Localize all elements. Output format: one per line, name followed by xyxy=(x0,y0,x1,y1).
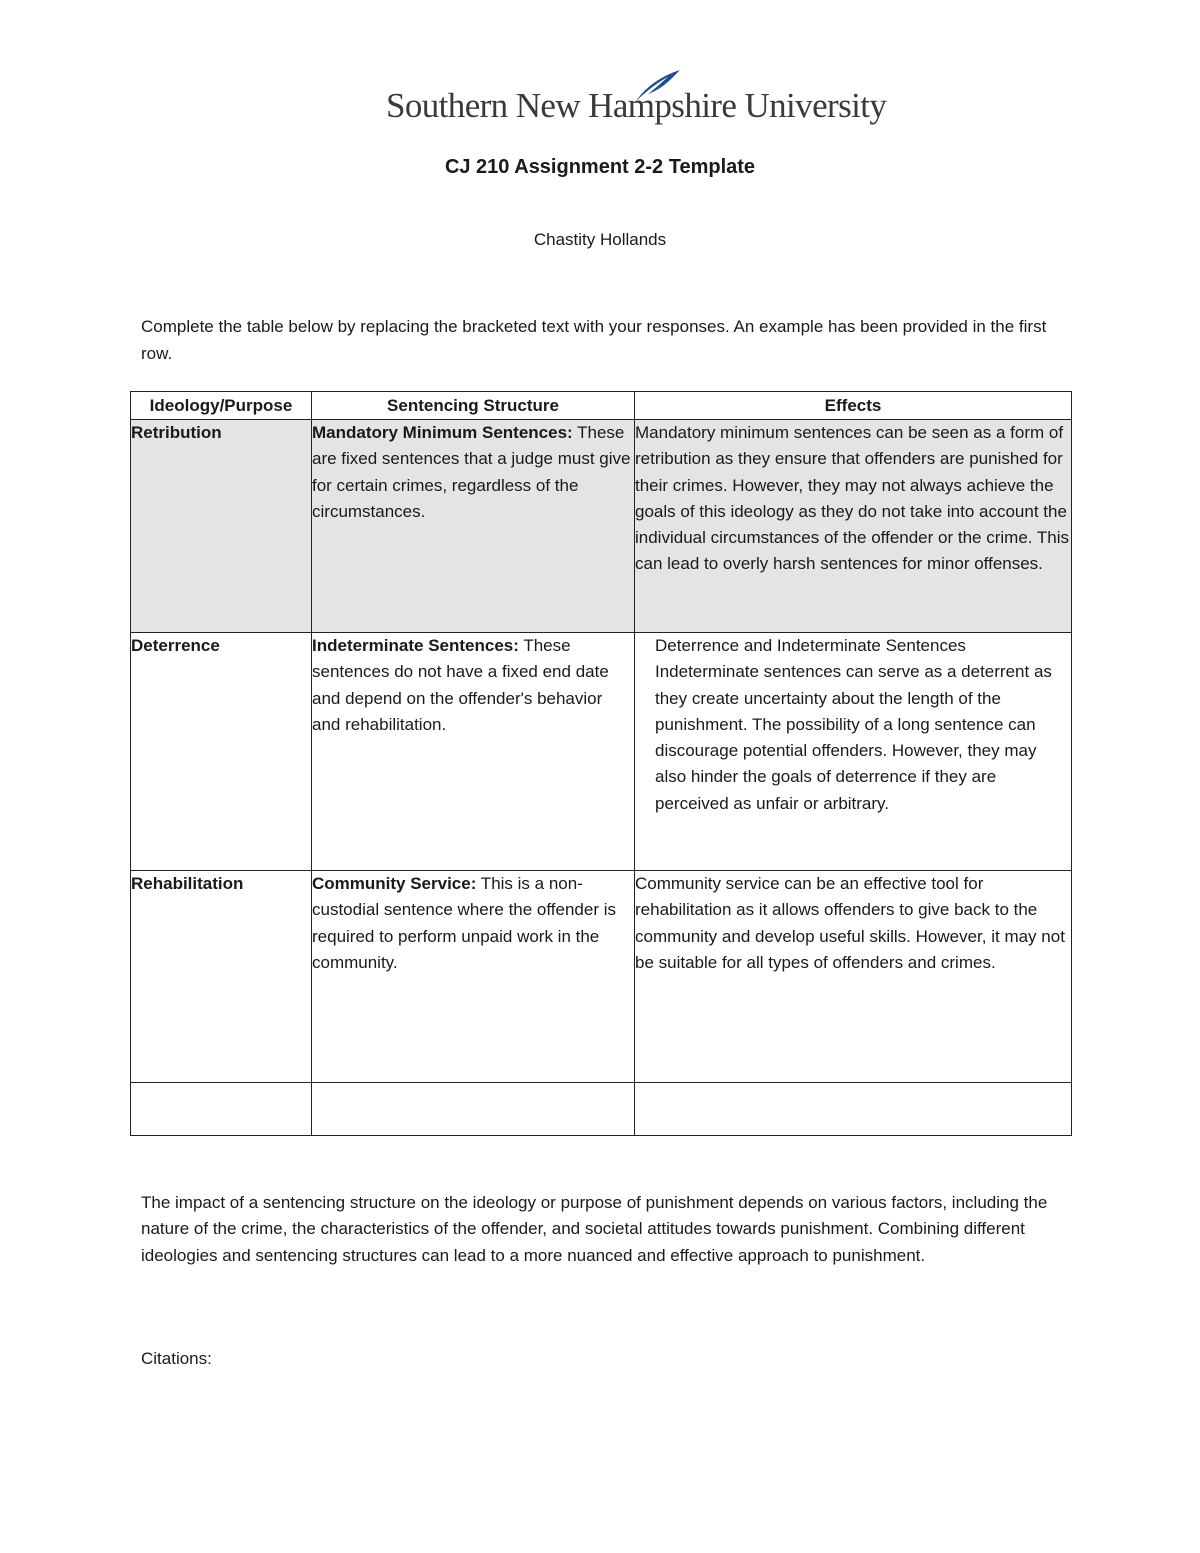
author-name: Chastity Hollands xyxy=(533,230,667,249)
citations-label: Citations: xyxy=(141,1349,212,1368)
effects-cell: Community service can be an effective tool for rehabilitation as it allows offenders to give back to the community and develop useful skills. However, it may not be suitable for all types of offenders and crimes. xyxy=(635,871,1072,1083)
table-row xyxy=(131,420,1072,633)
structure-text: These sentences do not have a fixed end date and depend on the offender's behavior and rehabilitation. xyxy=(312,636,609,734)
structure-cell xyxy=(312,1083,635,1136)
instructions-text: Complete the table below by replacing the bracketed text with your responses. An example has been provided in the first row. xyxy=(141,317,1047,363)
ideology-cell: Rehabilitation xyxy=(131,871,312,1083)
header-ideology: Ideology/Purpose xyxy=(131,392,312,420)
structure-title: Mandatory Minimum Sentences: xyxy=(312,423,573,442)
sentencing-table xyxy=(130,391,1072,1136)
logo-wordmark: Southern New Hampshire University xyxy=(386,86,887,125)
header-effects: Effects xyxy=(635,392,1072,420)
structure-text: These are fixed sentences that a judge must give for certain crimes, regardless of the circumstances. xyxy=(312,423,631,521)
effects-cell xyxy=(635,633,1072,871)
structure-cell xyxy=(312,633,635,871)
effects-cell xyxy=(635,1083,1072,1136)
document-title: CJ 210 Assignment 2-2 Template xyxy=(444,156,756,178)
effects-text: Indeterminate sentences can serve as a deterrent as they create uncertainty about the length of the punishment. The possibility of a long sentence can discourage potential offenders. However, they may also hinder the goals of deterrence if they are perceived as unfair or arbitrary. xyxy=(655,662,1052,813)
university-logo xyxy=(386,68,887,138)
table-row xyxy=(131,871,1072,1083)
table-row xyxy=(131,633,1072,871)
structure-title: Indeterminate Sentences: xyxy=(312,636,519,655)
conclusion-paragraph: The impact of a sentencing structure on the ideology or purpose of punishment depends on various factors, including the nature of the crime, the characteristics of the offender, and societal attitudes towards punishment. Combining different ideologies and sentencing structures can lead to a more nuanced and effective approach to punishment. xyxy=(141,1193,1048,1265)
table-row-empty xyxy=(131,1083,1072,1136)
structure-cell xyxy=(312,420,635,633)
ideology-cell xyxy=(131,1083,312,1136)
ideology-cell: Retribution xyxy=(131,420,312,633)
header-structure: Sentencing Structure xyxy=(312,392,635,420)
ideology-cell: Deterrence xyxy=(131,633,312,871)
structure-text: This is a non-custodial sentence where the offender is required to perform unpaid work in the community. xyxy=(312,874,616,972)
structure-title: Community Service: xyxy=(312,874,477,893)
table-header-row xyxy=(131,392,1072,420)
effects-heading: Deterrence and Indeterminate Sentences xyxy=(655,636,966,655)
effects-cell: Mandatory minimum sentences can be seen as a form of retribution as they ensure that offenders are punished for their crimes. However, they may not always achieve the goals of this ideology as they do not take into account the individual circumstances of the offender or the crime. This can lead to overly harsh sentences for minor offenses. xyxy=(635,420,1072,633)
structure-cell xyxy=(312,871,635,1083)
